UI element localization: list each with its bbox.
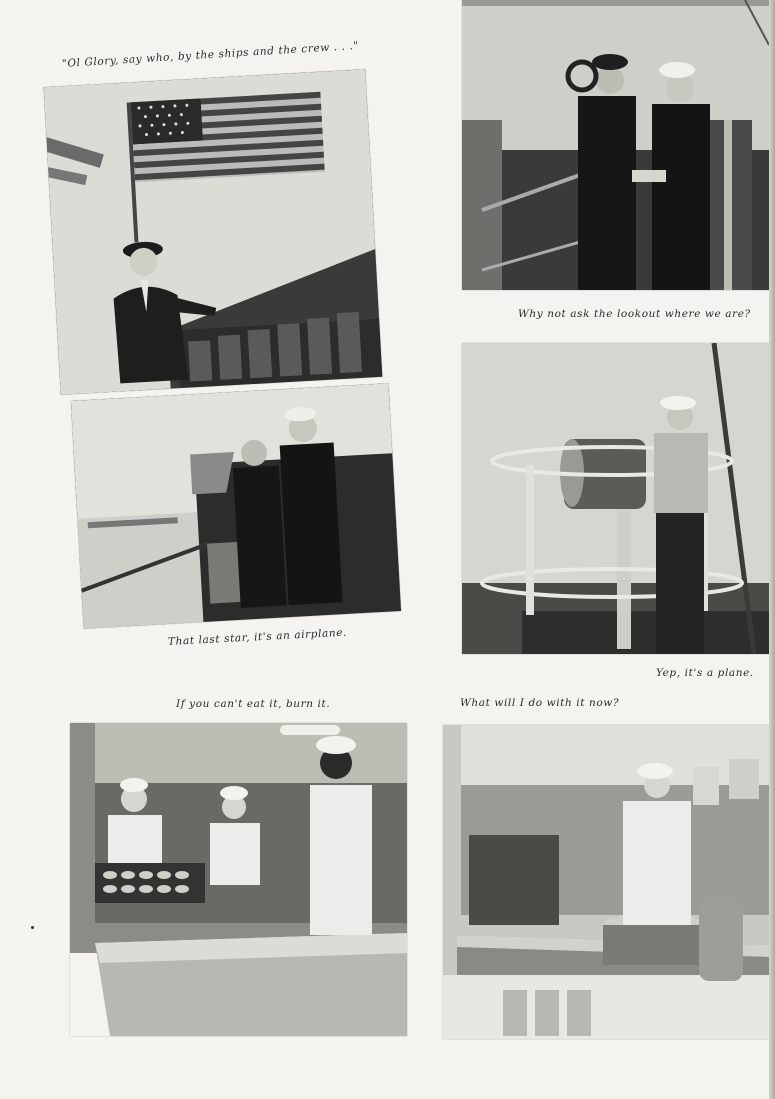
caption-burn: If you can't eat it, burn it.: [176, 698, 331, 710]
caption-plane: Yep, it's a plane.: [656, 667, 754, 679]
caption-star: That last star, it's an airplane.: [167, 626, 348, 648]
officer-with-flag-photo: [44, 69, 383, 394]
officer-flag-image: [44, 69, 383, 394]
searchlight-image: [462, 343, 771, 654]
navigators-at-rail-photo: [71, 383, 401, 628]
galley-cook-photo: [443, 725, 770, 1039]
galley-bakers-photo: [70, 723, 407, 1036]
bakers-image: [70, 723, 407, 1036]
sextant-sighting-photo: [462, 0, 769, 290]
cook-image: [443, 725, 770, 1039]
sextant-image: [462, 0, 769, 290]
page-edge-shadow: [769, 0, 775, 1099]
searchlight-lookout-photo: [462, 343, 771, 654]
caption-lookout: Why not ask the lookout where we are?: [518, 308, 751, 320]
scan-speck: [31, 926, 34, 929]
caption-what-now: What will I do with it now?: [460, 697, 620, 709]
caption-flag: "Ol Glory, say who, by the ships and the crew . . .": [61, 39, 360, 70]
navigators-image: [71, 383, 401, 628]
